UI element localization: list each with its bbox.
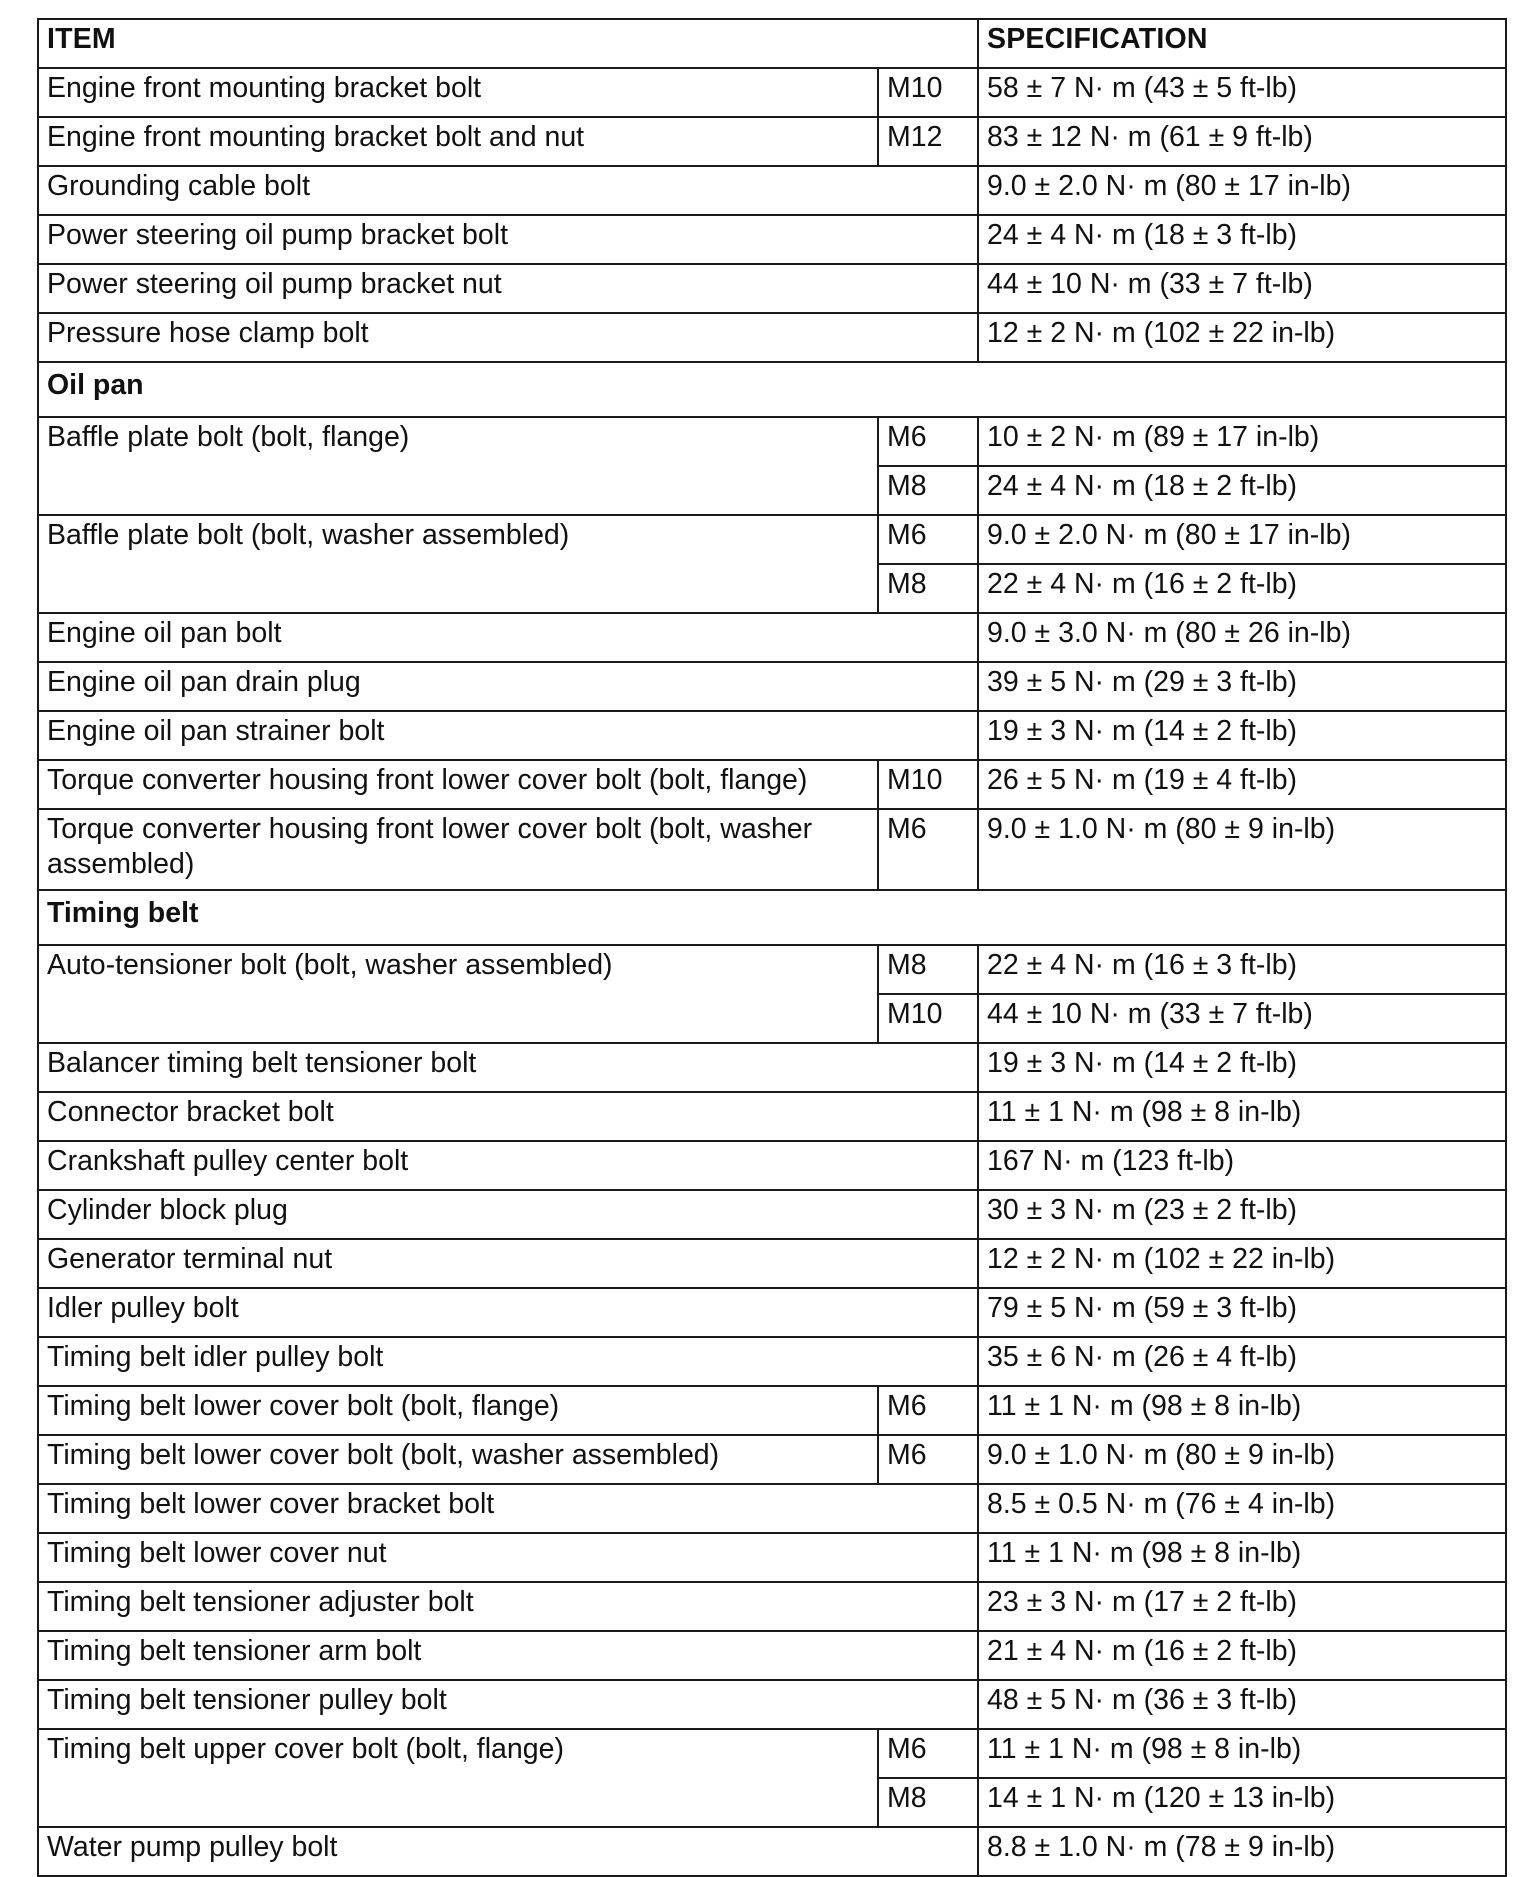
spec-cell: 79 ± 5 N· m (59 ± 3 ft-lb) [978, 1288, 1506, 1337]
table-row [38, 1092, 1506, 1141]
table-row [38, 1484, 1506, 1533]
table-row [38, 1729, 1506, 1778]
table-row [38, 945, 1506, 994]
size-cell: M10 [878, 68, 978, 117]
table-row [38, 662, 1506, 711]
table-row [38, 1386, 1506, 1435]
table-row [38, 1288, 1506, 1337]
table-row [38, 711, 1506, 760]
item-cell: Timing belt upper cover bolt (bolt, flange) [38, 1729, 878, 1827]
section-row-oil-pan [38, 362, 1506, 417]
table-row [38, 1631, 1506, 1680]
spec-cell: 12 ± 2 N· m (102 ± 22 in-lb) [978, 313, 1506, 362]
spec-cell: 10 ± 2 N· m (89 ± 17 in-lb) [978, 417, 1506, 466]
item-cell: Baffle plate bolt (bolt, washer assembled) [38, 515, 878, 613]
table-row [38, 1141, 1506, 1190]
size-cell: M8 [878, 1778, 978, 1827]
spec-cell: 14 ± 1 N· m (120 ± 13 in-lb) [978, 1778, 1506, 1827]
table-row [38, 1337, 1506, 1386]
item-cell: Timing belt tensioner arm bolt [38, 1631, 978, 1680]
table-row [38, 1680, 1506, 1729]
size-cell: M6 [878, 809, 978, 890]
item-cell: Pressure hose clamp bolt [38, 313, 978, 362]
spec-cell: 22 ± 4 N· m (16 ± 2 ft-lb) [978, 564, 1506, 613]
size-cell: M12 [878, 117, 978, 166]
section-row-timing-belt [38, 890, 1506, 945]
item-cell: Cylinder block plug [38, 1190, 978, 1239]
size-cell: M6 [878, 1435, 978, 1484]
item-cell: Timing belt lower cover bolt (bolt, flange) [38, 1386, 878, 1435]
size-cell: M10 [878, 760, 978, 809]
spec-cell: 9.0 ± 1.0 N· m (80 ± 9 in-lb) [978, 809, 1506, 890]
spec-cell: 11 ± 1 N· m (98 ± 8 in-lb) [978, 1729, 1506, 1778]
spec-cell: 48 ± 5 N· m (36 ± 3 ft-lb) [978, 1680, 1506, 1729]
spec-cell: 21 ± 4 N· m (16 ± 2 ft-lb) [978, 1631, 1506, 1680]
size-cell: M6 [878, 1386, 978, 1435]
item-cell: Baffle plate bolt (bolt, flange) [38, 417, 878, 515]
item-cell: Engine oil pan strainer bolt [38, 711, 978, 760]
item-cell: Idler pulley bolt [38, 1288, 978, 1337]
item-cell: Timing belt lower cover bolt (bolt, washer assembled) [38, 1435, 878, 1484]
spec-cell: 8.8 ± 1.0 N· m (78 ± 9 in-lb) [978, 1827, 1506, 1876]
spec-cell: 44 ± 10 N· m (33 ± 7 ft-lb) [978, 994, 1506, 1043]
section-heading: Timing belt [38, 890, 1506, 945]
table-row [38, 68, 1506, 117]
spec-cell: 19 ± 3 N· m (14 ± 2 ft-lb) [978, 1043, 1506, 1092]
spec-cell: 9.0 ± 2.0 N· m (80 ± 17 in-lb) [978, 515, 1506, 564]
spec-cell: 30 ± 3 N· m (23 ± 2 ft-lb) [978, 1190, 1506, 1239]
section-heading: Oil pan [38, 362, 1506, 417]
table-row [38, 117, 1506, 166]
spec-cell: 11 ± 1 N· m (98 ± 8 in-lb) [978, 1092, 1506, 1141]
spec-cell: 83 ± 12 N· m (61 ± 9 ft-lb) [978, 117, 1506, 166]
size-cell: M8 [878, 564, 978, 613]
spec-cell: 8.5 ± 0.5 N· m (76 ± 4 in-lb) [978, 1484, 1506, 1533]
table-row [38, 1190, 1506, 1239]
spec-cell: 9.0 ± 2.0 N· m (80 ± 17 in-lb) [978, 166, 1506, 215]
spec-cell: 9.0 ± 1.0 N· m (80 ± 9 in-lb) [978, 1435, 1506, 1484]
spec-cell: 24 ± 4 N· m (18 ± 3 ft-lb) [978, 215, 1506, 264]
table-row [38, 1043, 1506, 1092]
table-row [38, 417, 1506, 466]
item-cell: Connector bracket bolt [38, 1092, 978, 1141]
table-row [38, 1435, 1506, 1484]
spec-cell: 39 ± 5 N· m (29 ± 3 ft-lb) [978, 662, 1506, 711]
item-cell: Grounding cable bolt [38, 166, 978, 215]
spec-cell: 9.0 ± 3.0 N· m (80 ± 26 in-lb) [978, 613, 1506, 662]
item-cell: Crankshaft pulley center bolt [38, 1141, 978, 1190]
spec-cell: 35 ± 6 N· m (26 ± 4 ft-lb) [978, 1337, 1506, 1386]
item-cell: Engine oil pan drain plug [38, 662, 978, 711]
item-cell: Balancer timing belt tensioner bolt [38, 1043, 978, 1092]
item-cell: Engine oil pan bolt [38, 613, 978, 662]
table-row [38, 1239, 1506, 1288]
item-cell: Engine front mounting bracket bolt and nut [38, 117, 878, 166]
size-cell: M8 [878, 466, 978, 515]
spec-cell: 44 ± 10 N· m (33 ± 7 ft-lb) [978, 264, 1506, 313]
item-cell: Timing belt tensioner pulley bolt [38, 1680, 978, 1729]
spec-cell: 11 ± 1 N· m (98 ± 8 in-lb) [978, 1533, 1506, 1582]
item-cell: Torque converter housing front lower cover bolt (bolt, flange) [38, 760, 878, 809]
spec-cell: 26 ± 5 N· m (19 ± 4 ft-lb) [978, 760, 1506, 809]
header-specification: SPECIFICATION [978, 19, 1506, 68]
item-cell: Water pump pulley bolt [38, 1827, 978, 1876]
spec-cell: 58 ± 7 N· m (43 ± 5 ft-lb) [978, 68, 1506, 117]
table-row [38, 613, 1506, 662]
spec-cell: 22 ± 4 N· m (16 ± 3 ft-lb) [978, 945, 1506, 994]
table-row [38, 1533, 1506, 1582]
spec-cell: 24 ± 4 N· m (18 ± 2 ft-lb) [978, 466, 1506, 515]
table-row [38, 515, 1506, 564]
spec-cell: 23 ± 3 N· m (17 ± 2 ft-lb) [978, 1582, 1506, 1631]
size-cell: M8 [878, 945, 978, 994]
spec-cell: 11 ± 1 N· m (98 ± 8 in-lb) [978, 1386, 1506, 1435]
item-cell: Torque converter housing front lower cover bolt (bolt, washer assembled) [38, 809, 878, 890]
table-row [38, 313, 1506, 362]
spec-cell: 19 ± 3 N· m (14 ± 2 ft-lb) [978, 711, 1506, 760]
torque-spec-table [37, 18, 1507, 1877]
spec-cell: 12 ± 2 N· m (102 ± 22 in-lb) [978, 1239, 1506, 1288]
size-cell: M6 [878, 417, 978, 466]
item-cell: Engine front mounting bracket bolt [38, 68, 878, 117]
spec-cell: 167 N· m (123 ft-lb) [978, 1141, 1506, 1190]
item-cell: Timing belt lower cover nut [38, 1533, 978, 1582]
item-cell: Timing belt lower cover bracket bolt [38, 1484, 978, 1533]
size-cell: M6 [878, 515, 978, 564]
table-row [38, 760, 1506, 809]
item-cell: Auto-tensioner bolt (bolt, washer assembled) [38, 945, 878, 1043]
item-cell: Timing belt idler pulley bolt [38, 1337, 978, 1386]
item-cell: Timing belt tensioner adjuster bolt [38, 1582, 978, 1631]
table-row [38, 1827, 1506, 1876]
item-cell: Power steering oil pump bracket bolt [38, 215, 978, 264]
table-row [38, 166, 1506, 215]
table-row [38, 809, 1506, 890]
table-header-row [38, 19, 1506, 68]
table-row [38, 215, 1506, 264]
size-cell: M6 [878, 1729, 978, 1778]
item-cell: Power steering oil pump bracket nut [38, 264, 978, 313]
table-row [38, 1582, 1506, 1631]
item-cell: Generator terminal nut [38, 1239, 978, 1288]
header-item: ITEM [38, 19, 978, 68]
table-row [38, 264, 1506, 313]
size-cell: M10 [878, 994, 978, 1043]
